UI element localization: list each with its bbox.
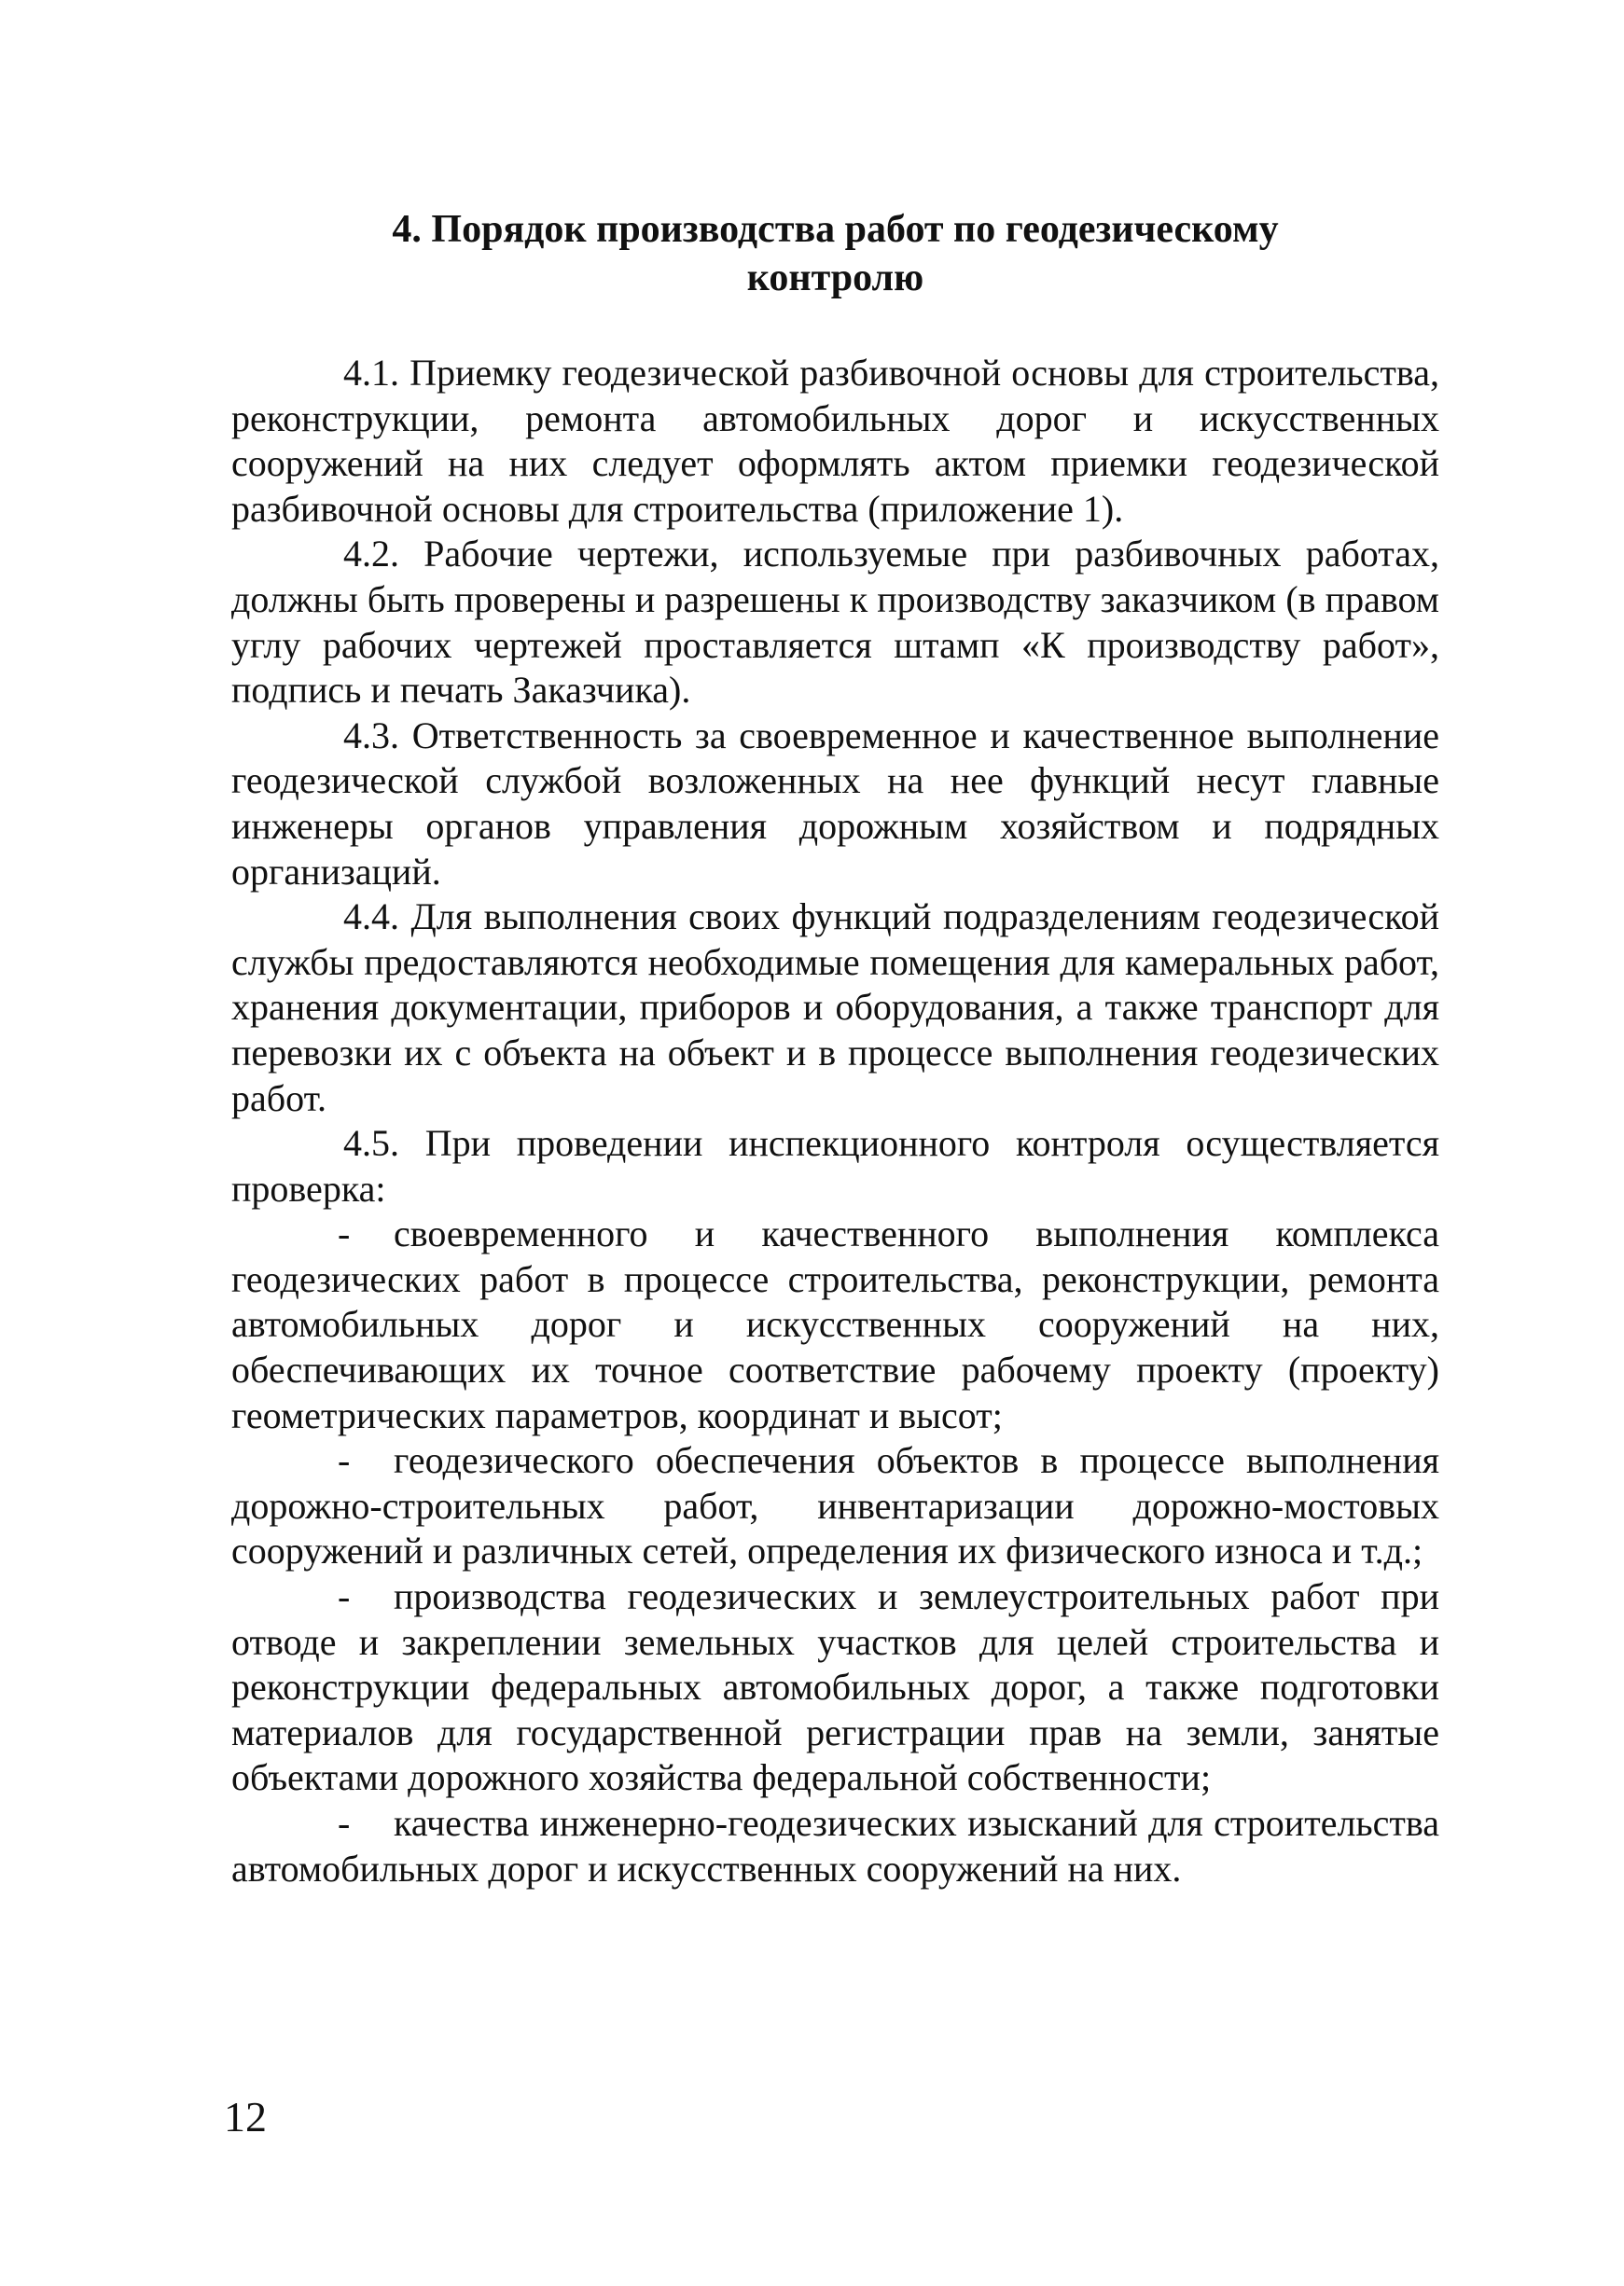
list-item-text: своевременного и качественного выполнения комплекса геодезических работ в процессе строительства, реконструкции, ремонта автомобильных дорог и искусственных сооружений на них, обеспечивающих их точное соответствие рабочему проекту (проекту) геометрических параметров, координат и высот; (231, 1212, 1439, 1436)
list-item-text: геодезического обеспечения объектов в процессе выполнения дорожно-строительных работ, инвентаризации дорожно-мостовых сооружений и различных сетей, определения их физического износа и т.д.; (231, 1439, 1439, 1572)
page-number: 12 (224, 2093, 267, 2141)
paragraph-4-4: 4.4. Для выполнения своих функций подразделениям геодезической службы предоставляются необходимые помещения для камеральных работ, хранения документации, приборов и оборудования, а также транспорт для перевозки их с объекта на объект и в процессе выполнения геодезических работ. (231, 895, 1439, 1119)
section-heading (231, 205, 1439, 302)
list-dash: - (338, 1575, 351, 1618)
list-dash: - (338, 1439, 351, 1482)
paragraph-4-3: 4.3. Ответственность за своевременное и качественное выполнение геодезической службой возложенных на нее функций несут главные инженеры органов управления дорожным хозяйством и подрядных организаций. (231, 714, 1439, 893)
list-item (231, 1801, 1439, 1891)
section-heading-line-2: контролю (746, 256, 924, 299)
document-page (231, 205, 1439, 1891)
list-item (231, 1212, 1439, 1438)
section-heading-line-1: 4. Порядок производства работ по геодезическому (392, 208, 1279, 251)
paragraph-4-2: 4.2. Рабочие чертежи, используемые при разбивочных работах, должны быть проверены и разрешены к производству заказчиком (в правом углу рабочих чертежей проставляется штамп «К производству работ», подпись и печать Заказчика). (231, 533, 1439, 712)
list-item (231, 1574, 1439, 1801)
paragraph-4-5: 4.5. При проведении инспекционного контроля осуществляется проверка: (231, 1122, 1439, 1210)
list-item (231, 1438, 1439, 1574)
list-item-text: качества инженерно-геодезических изысканий для строительства автомобильных дорог и искусственных сооружений на них. (231, 1802, 1439, 1890)
list-item-text: производства геодезических и землеустроительных работ при отводе и закреплении земельных участков для целей строительства и реконструкции федеральных автомобильных дорог, а также подготовки материалов для государственной регистрации прав на земли, занятые объектами дорожного хозяйства федеральной собственности; (231, 1575, 1439, 1799)
list-dash: - (338, 1212, 351, 1255)
paragraph-4-1: 4.1. Приемку геодезической разбивочной основы для строительства, реконструкции, ремонта автомобильных дорог и искусственных сооружений на них следует оформлять актом приемки геодезической разбивочной основы для строительства (приложение 1). (231, 352, 1439, 530)
list-dash: - (338, 1802, 351, 1844)
inspection-list (231, 1212, 1439, 1891)
